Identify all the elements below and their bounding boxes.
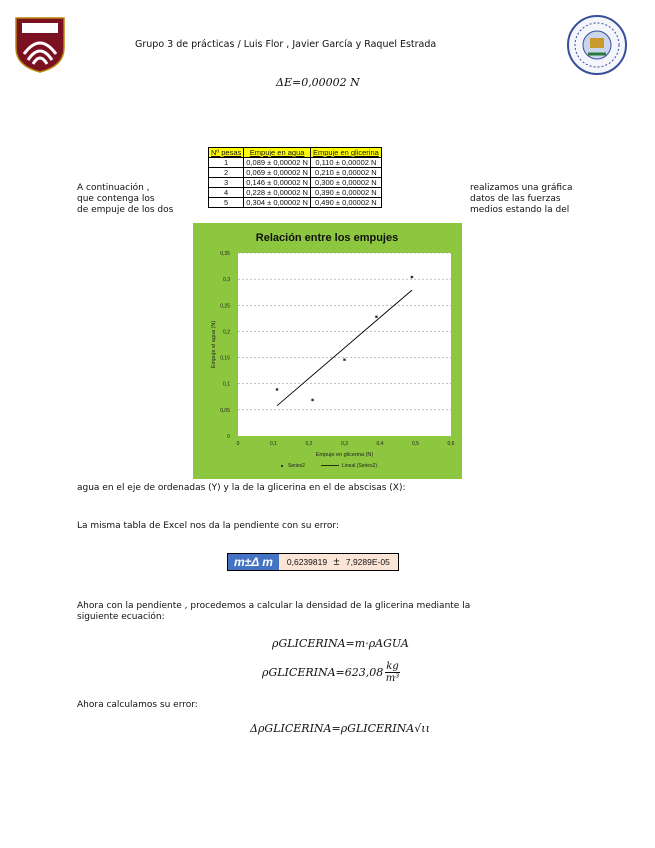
x-axis-label: Empuje en glicerina (N) bbox=[315, 452, 374, 458]
table-header-cell: Empuje en glicerina bbox=[310, 148, 381, 158]
plus-minus-sign: ± bbox=[333, 556, 340, 568]
intro-right-line-2: datos de las fuerzas bbox=[470, 194, 561, 204]
data-point bbox=[375, 316, 377, 318]
y-tick-label: 0,2 bbox=[223, 329, 230, 336]
intro-left-text bbox=[77, 183, 173, 216]
table-cell: 3 bbox=[209, 178, 244, 188]
intro-left-line-3: de empuje de los dos bbox=[77, 205, 174, 215]
slope-value: 0,6239819 bbox=[286, 557, 328, 567]
data-point bbox=[343, 358, 345, 360]
density-result: ρGLICERINA=623,08 bbox=[262, 666, 384, 679]
density-intro-line-2: siguiente ecuación: bbox=[77, 612, 165, 622]
table-cell: 0,210 ± 0,00002 N bbox=[310, 168, 381, 178]
density-equation: ρGLICERINA=m·ρAGUA bbox=[272, 637, 409, 650]
slope-box bbox=[227, 553, 399, 571]
page-header: Grupo 3 de prácticas / Luis Flor , Javier García y Raquel Estrada bbox=[135, 39, 437, 50]
y-axis-label: Empuje el agua (N) bbox=[211, 320, 217, 369]
y-tick-label: 0,25 bbox=[220, 303, 230, 310]
density-intro-line-1: Ahora con la pendiente , procedemos a calcular la densidad de la glicerina mediante la bbox=[77, 601, 471, 611]
density-intro bbox=[77, 601, 470, 623]
table-cell: 0,300 ± 0,00002 N bbox=[310, 178, 381, 188]
x-tick-label: 0,6 bbox=[447, 441, 455, 447]
table-cell: 0,110 ± 0,00002 N bbox=[310, 158, 381, 168]
table-cell: 2 bbox=[209, 168, 244, 178]
table-row bbox=[209, 158, 382, 168]
table-cell: 0,390 ± 0,00002 N bbox=[310, 188, 381, 198]
table-row bbox=[209, 168, 382, 178]
error-equation: ΔE=0,00002 N bbox=[276, 76, 360, 89]
table-row bbox=[209, 198, 382, 208]
y-tick-label: 0,3 bbox=[223, 277, 230, 284]
table-cell: 0,228 ± 0,00002 N bbox=[244, 188, 311, 198]
density-result-equation bbox=[262, 661, 400, 684]
legend-marker-series2 bbox=[281, 465, 283, 467]
table-row bbox=[209, 188, 382, 198]
seal-logo bbox=[566, 14, 628, 76]
data-point bbox=[276, 388, 278, 390]
density-error-equation: ΔρGLICERINA=ρGLICERINA√ιι bbox=[250, 722, 430, 735]
y-tick-label: 0,1 bbox=[223, 381, 230, 388]
y-tick-label: 0,15 bbox=[220, 355, 230, 362]
x-tick-label: 0,3 bbox=[341, 441, 348, 447]
table-cell: 0,490 ± 0,00002 N bbox=[310, 198, 381, 208]
x-tick-label: 0,4 bbox=[376, 441, 384, 447]
slope-label: m±Δ m bbox=[228, 554, 279, 570]
data-table bbox=[208, 147, 382, 208]
slope-value-cell bbox=[279, 554, 398, 570]
table-cell: 4 bbox=[209, 188, 244, 198]
intro-continuation: agua en el eje de ordenadas (Y) y la de la glicerina en el de abscisas (X): bbox=[77, 483, 406, 493]
intro-right-line-1: realizamos una gráfica bbox=[470, 183, 573, 193]
table-cell: 0,089 ± 0,00002 N bbox=[244, 158, 311, 168]
table-cell: 1 bbox=[209, 158, 244, 168]
intro-left-line-2: que contenga los bbox=[77, 194, 155, 204]
slope-error: 7,9289E-05 bbox=[345, 557, 390, 567]
legend-label-series2: Series2 bbox=[288, 463, 305, 469]
density-unit bbox=[385, 661, 399, 684]
unit-denominator: m³ bbox=[385, 673, 400, 684]
data-point bbox=[411, 276, 413, 278]
intro-left-line-1: A continuación , bbox=[77, 183, 150, 193]
x-tick-label: 0,1 bbox=[270, 441, 277, 447]
table-cell: 0,146 ± 0,00002 N bbox=[244, 178, 311, 188]
table-header-cell: Empuje en agua bbox=[244, 148, 311, 158]
intro-right-text bbox=[470, 183, 572, 216]
table-cell: 0,069 ± 0,00002 N bbox=[244, 168, 311, 178]
plot-area bbox=[238, 253, 451, 436]
table-row bbox=[209, 178, 382, 188]
y-tick-label: 0 bbox=[227, 434, 230, 440]
scatter-chart bbox=[193, 223, 462, 479]
y-tick-label: 0,05 bbox=[220, 407, 230, 414]
x-tick-label: 0,5 bbox=[412, 441, 419, 447]
slope-intro: La misma tabla de Excel nos da la pendiente con su error: bbox=[77, 521, 339, 531]
table-cell: 0,304 ± 0,00002 N bbox=[244, 198, 311, 208]
intro-right-line-3: medios estando la del bbox=[470, 205, 570, 215]
unit-numerator: kg bbox=[386, 661, 399, 672]
x-tick-label: 0,2 bbox=[305, 441, 313, 447]
x-tick-label: 0 bbox=[236, 441, 240, 447]
chart-title: Relación entre los empujes bbox=[255, 232, 399, 244]
y-tick-label: 0,35 bbox=[220, 251, 230, 257]
table-header-cell: Nº pesas bbox=[209, 148, 244, 158]
chart-area bbox=[193, 223, 462, 479]
university-logo bbox=[12, 14, 68, 74]
table-cell: 5 bbox=[209, 198, 244, 208]
data-point bbox=[311, 399, 313, 401]
legend-label-trend: Lineal (Series2) bbox=[342, 463, 378, 469]
table-header-row bbox=[209, 148, 382, 158]
error-intro: Ahora calculamos su error: bbox=[77, 700, 198, 710]
